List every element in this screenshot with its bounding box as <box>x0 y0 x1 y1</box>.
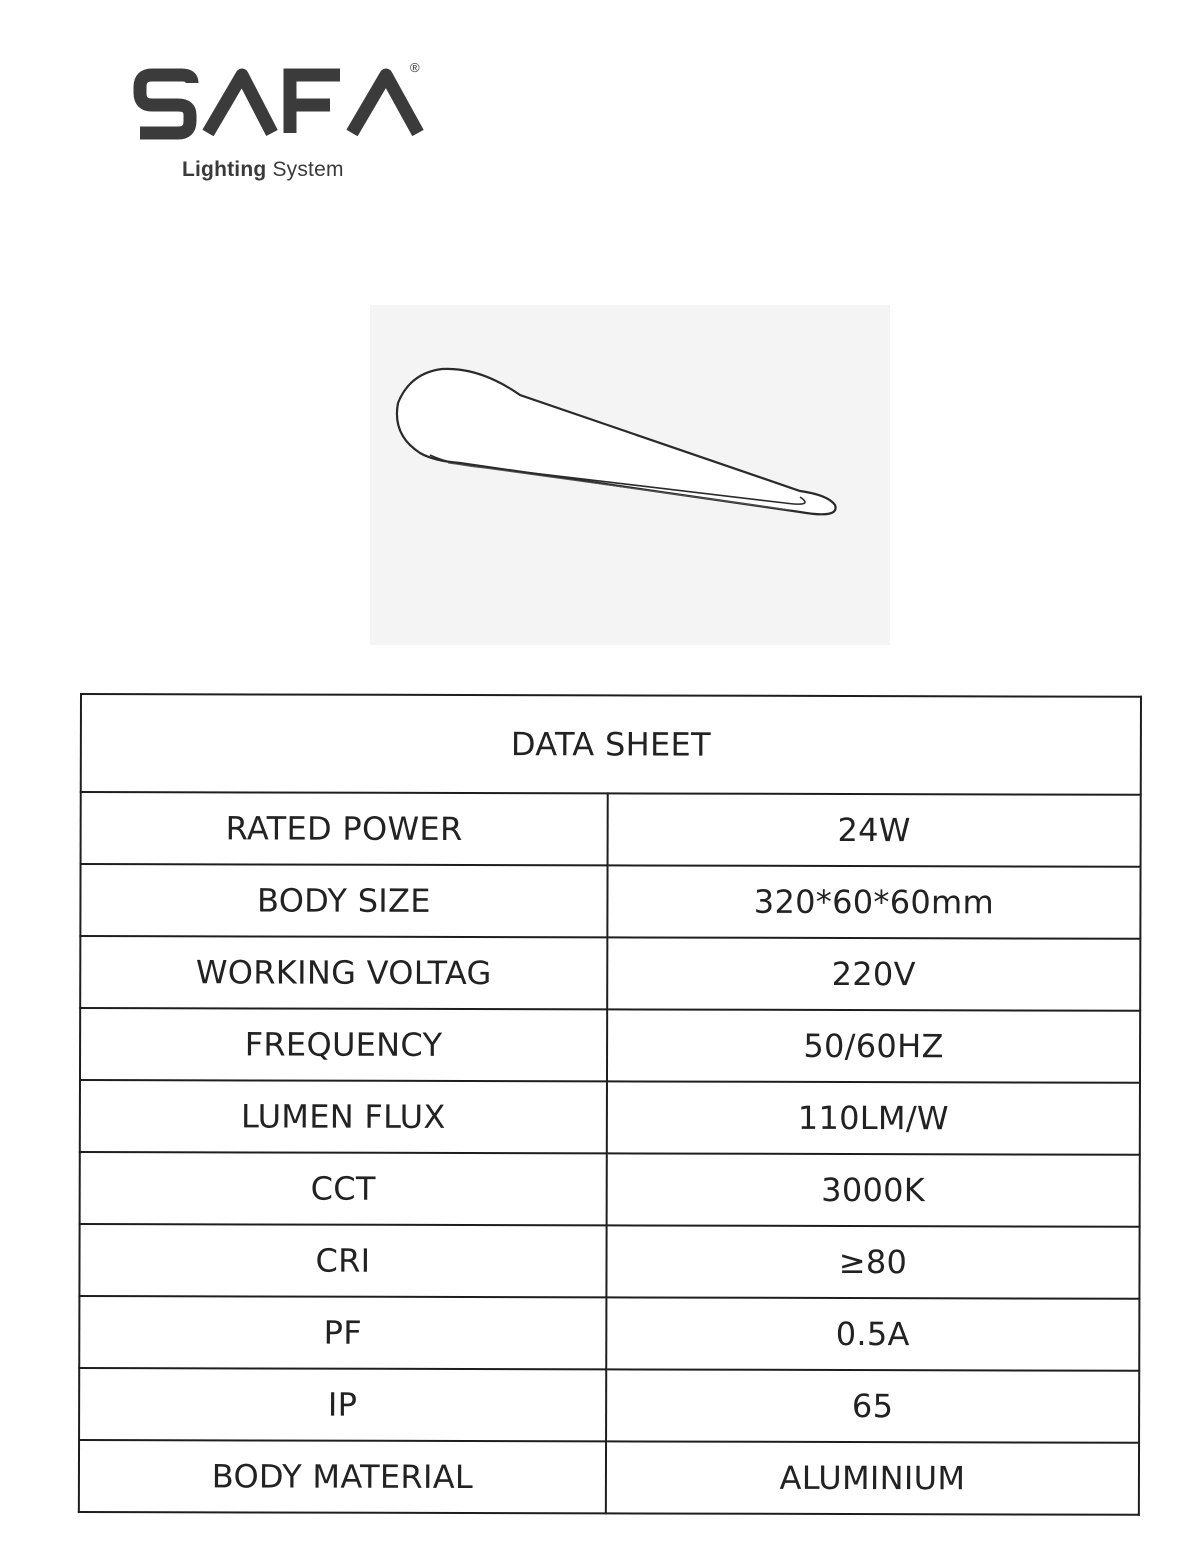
spec-value: 320*60*60mm <box>607 865 1140 938</box>
table-row <box>80 936 1140 1011</box>
teardrop-wall-lamp-icon <box>370 305 890 645</box>
tagline-bold: Lighting <box>182 158 267 181</box>
table-row <box>81 792 1141 867</box>
table-row <box>79 1224 1139 1299</box>
product-photo <box>370 305 890 645</box>
table-row <box>79 1440 1139 1515</box>
spec-value: 0.5A <box>606 1297 1139 1370</box>
spec-value: ≥80 <box>606 1225 1139 1298</box>
spec-label: LUMEN FLUX <box>80 1080 607 1153</box>
spec-value: ALUMINIUM <box>606 1441 1139 1514</box>
brand-tagline <box>182 158 344 182</box>
spec-value: 220V <box>607 937 1140 1010</box>
table-row <box>79 1296 1139 1371</box>
spec-label: WORKING VOLTAG <box>80 936 607 1009</box>
spec-label: IP <box>79 1368 606 1441</box>
data-sheet-title: DATA SHEET <box>81 694 1141 795</box>
spec-label: BODY MATERIAL <box>79 1440 606 1513</box>
table-row <box>80 1008 1140 1083</box>
table-row <box>80 1080 1140 1155</box>
table-row <box>80 864 1140 939</box>
spec-value: 110LM/W <box>607 1081 1140 1154</box>
spec-label: CRI <box>79 1224 606 1297</box>
spec-label: BODY SIZE <box>80 864 607 937</box>
data-sheet-header-row <box>81 694 1141 795</box>
spec-value: 50/60HZ <box>607 1009 1140 1082</box>
spec-label: RATED POWER <box>81 792 608 865</box>
safa-logo-icon <box>130 55 440 145</box>
spec-label: PF <box>79 1296 606 1369</box>
registered-mark: ® <box>410 60 420 75</box>
table-row <box>79 1368 1139 1443</box>
data-sheet-table <box>78 693 1142 1516</box>
spec-label: CCT <box>80 1152 607 1225</box>
tagline-rest: System <box>266 158 344 181</box>
spec-value: 65 <box>606 1369 1139 1442</box>
table-row <box>80 1152 1140 1227</box>
spec-value: 3000K <box>607 1153 1140 1226</box>
spec-label: FREQUENCY <box>80 1008 607 1081</box>
spec-value: 24W <box>607 793 1140 866</box>
